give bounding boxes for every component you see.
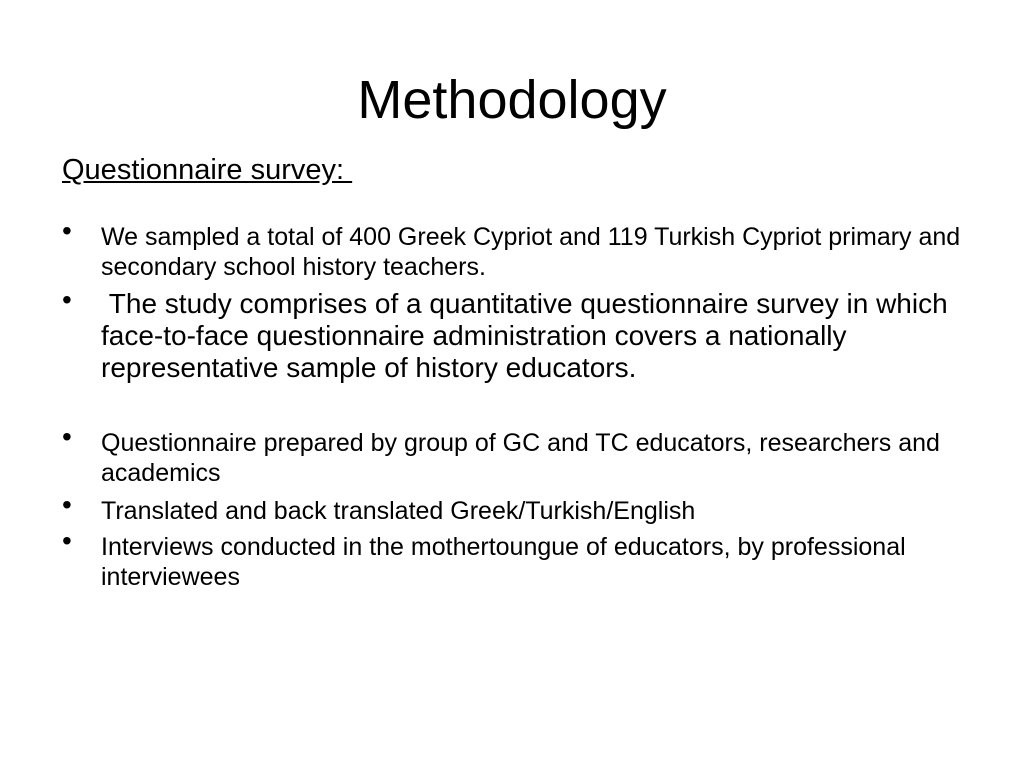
bullet-item-interviews xyxy=(62,525,962,592)
bullet-item-sample xyxy=(62,215,962,282)
bullet-item-study xyxy=(62,284,962,384)
bullet-dot-icon: • xyxy=(62,215,72,246)
bullet-text: The study comprises of a quantitative questionnaire survey in which face-to-face questionnaire administration covers a nationally representative sample of history educators. xyxy=(101,288,956,383)
bullet-text: We sampled a total of 400 Greek Cypriot and 119 Turkish Cypriot primary and secondary school history teachers. xyxy=(101,223,961,281)
bullet-text: Translated and back translated Greek/Turkish/English xyxy=(101,497,696,525)
bullet-dot-icon: • xyxy=(62,489,72,520)
bullet-item-translation xyxy=(62,489,962,526)
bullet-text: Interviews conducted in the mothertoungue of educators, by professional interviewees xyxy=(101,533,906,591)
bullet-text: Questionnaire prepared by group of GC and TC educators, researchers and academics xyxy=(101,429,940,487)
bullet-list xyxy=(62,215,962,592)
bullet-item-questionnaire xyxy=(62,421,962,488)
bullet-dot-icon: • xyxy=(62,284,72,315)
bullet-dot-icon: • xyxy=(62,421,72,452)
bullet-dot-icon: • xyxy=(62,525,72,556)
slide-title: Methodology xyxy=(357,70,667,130)
section-subheading: Questionnaire survey: xyxy=(62,154,353,186)
